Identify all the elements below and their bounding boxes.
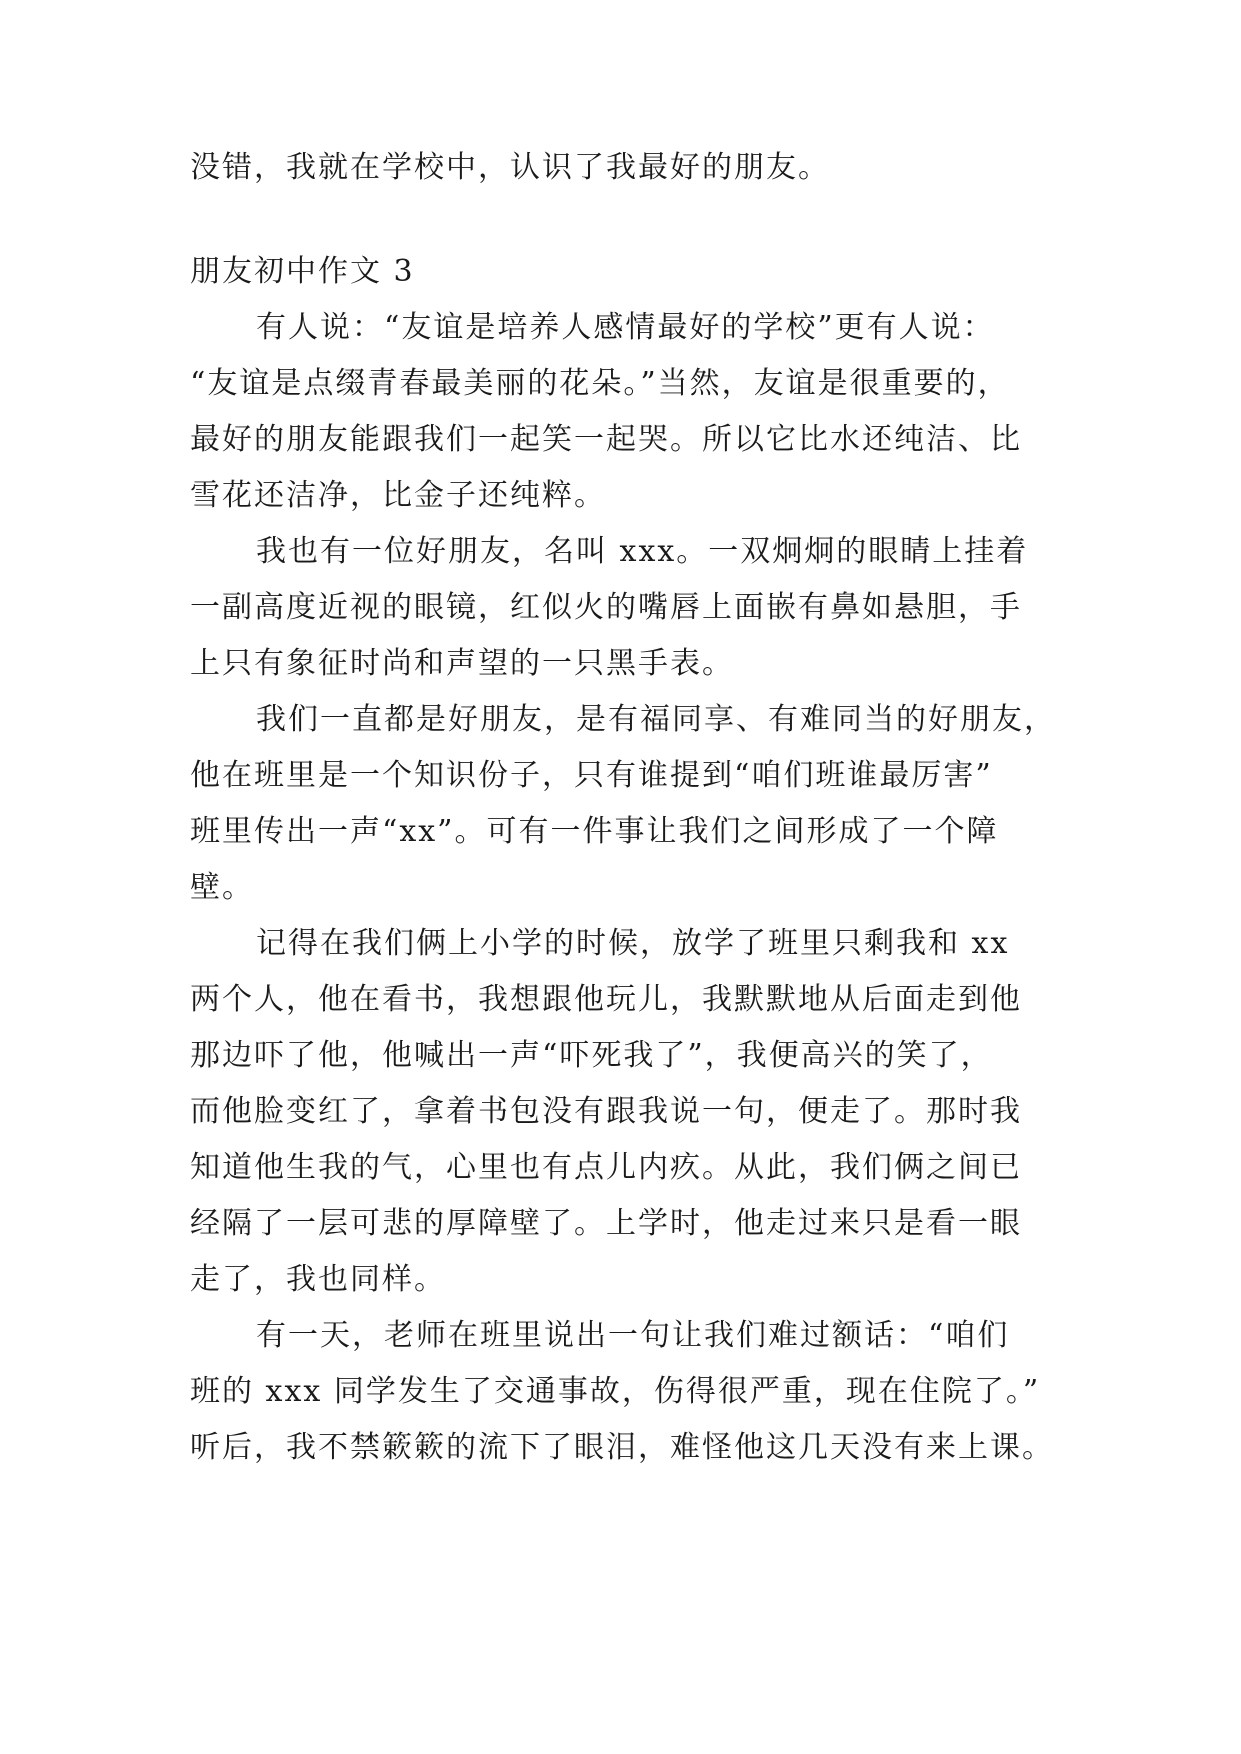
- paragraph-line: 知道他生我的气，心里也有点儿内疚。从此，我们俩之间已: [190, 1150, 1022, 1185]
- paragraph-line: 他在班里是一个知识份子，只有谁提到“咱们班谁最厉害”: [190, 758, 993, 793]
- paragraph-line: 一副高度近视的眼镜，红似火的嘴唇上面嵌有鼻如悬胆，手: [190, 590, 1022, 625]
- paragraph-line: 记得在我们俩上小学的时候，放学了班里只剩我和 xx: [256, 926, 1010, 961]
- text-line: 没错，我就在学校中，认识了我最好的朋友。: [190, 150, 830, 185]
- paragraph-line: 听后，我不禁簌簌的流下了眼泪，难怪他这几天没有来上课。: [190, 1430, 1054, 1465]
- paragraph-line: 而他脸变红了，拿着书包没有跟我说一句，便走了。那时我: [190, 1094, 1022, 1129]
- paragraph-line: “友谊是点缀青春最美丽的花朵。”当然，友谊是很重要的，: [190, 366, 1010, 401]
- paragraph-line: 我们一直都是好朋友，是有福同享、有难同当的好朋友，: [256, 702, 1056, 737]
- paragraph-line: 经隔了一层可悲的厚障壁了。上学时，他走过来只是看一眼: [190, 1206, 1022, 1241]
- section-heading: 朋友初中作文 3: [190, 254, 415, 289]
- paragraph-line: 班的 xxx 同学发生了交通事故，伤得很严重，现在住院了。”: [190, 1374, 1041, 1409]
- paragraph-line: 走了，我也同样。: [190, 1262, 446, 1297]
- paragraph-line: 我也有一位好朋友，名叫 xxx。一双炯炯的眼睛上挂着: [256, 534, 1029, 569]
- paragraph-line: 那边吓了他，他喊出一声“吓死我了”，我便高兴的笑了，: [190, 1038, 993, 1073]
- paragraph-line: 上只有象征时尚和声望的一只黑手表。: [190, 646, 734, 681]
- paragraph-line: 最好的朋友能跟我们一起笑一起哭。所以它比水还纯洁、比: [190, 422, 1022, 457]
- paragraph-line: 壁。: [190, 870, 254, 905]
- paragraph-line: 班里传出一声“xx”。可有一件事让我们之间形成了一个障: [190, 814, 999, 849]
- paragraph-line: 两个人，他在看书，我想跟他玩儿，我默默地从后面走到他: [190, 982, 1022, 1017]
- paragraph-line: 有人说：“友谊是培养人感情最好的学校”更有人说：: [256, 310, 995, 345]
- paragraph-line: 雪花还洁净，比金子还纯粹。: [190, 478, 606, 513]
- paragraph-line: 有一天，老师在班里说出一句让我们难过额话：“咱们: [256, 1318, 1010, 1353]
